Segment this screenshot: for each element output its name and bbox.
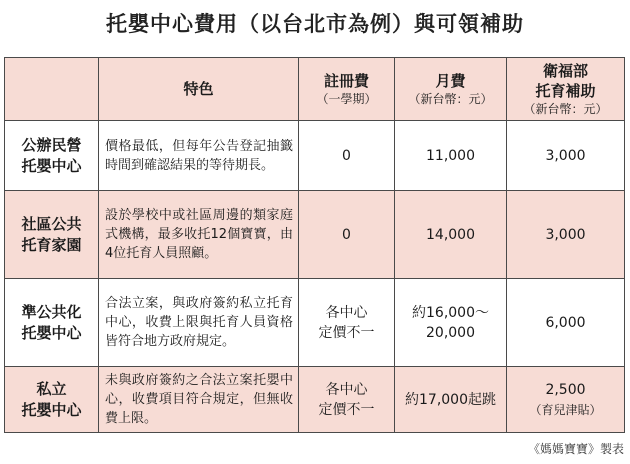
table-row xyxy=(5,367,625,433)
row-registration: 0 xyxy=(299,121,395,191)
header-empty-cell xyxy=(5,58,99,121)
row-subsidy: 3,000 xyxy=(507,121,625,191)
header-subsidy-line2: 托育補助 xyxy=(535,82,596,100)
row-registration xyxy=(299,279,395,367)
row-name-line2: 托嬰中心 xyxy=(21,323,82,342)
header-monthly xyxy=(395,58,507,121)
row-feature: 價格最低，但每年公告登記抽籤時間到確認結果的等待期長。 xyxy=(99,121,299,191)
row-name xyxy=(5,279,99,367)
row-registration: 0 xyxy=(299,191,395,279)
table-header-row xyxy=(5,58,625,121)
row-name-line2: 托育家園 xyxy=(21,235,82,254)
row-name-line1: 社區公共 xyxy=(21,214,82,233)
header-registration-label: 註冊費 xyxy=(323,72,369,90)
row-registration-line2: 定價不一 xyxy=(318,324,375,341)
row-name xyxy=(5,367,99,433)
table-row xyxy=(5,191,625,279)
row-subsidy xyxy=(507,367,625,433)
row-monthly: 約17,000起跳 xyxy=(395,367,507,433)
row-monthly-line2: 20,000 xyxy=(426,324,475,341)
fee-table xyxy=(4,57,625,433)
row-feature: 未與政府簽約之合法立案托嬰中心，收費項目符合規定，但無收費上限。 xyxy=(99,367,299,433)
row-registration-line1: 各中心 xyxy=(325,381,368,398)
row-name-line1: 準公共化 xyxy=(21,302,82,321)
row-name xyxy=(5,121,99,191)
header-feature-label: 特色 xyxy=(183,80,214,98)
header-registration xyxy=(299,58,395,121)
row-name-line2: 托嬰中心 xyxy=(21,156,82,175)
header-monthly-sub: （新台幣：元） xyxy=(408,92,493,106)
header-registration-sub: （一學期） xyxy=(316,92,377,106)
row-registration xyxy=(299,367,395,433)
row-name-line1: 公辦民營 xyxy=(21,135,82,154)
header-monthly-label: 月費 xyxy=(435,72,466,90)
row-monthly: 11,000 xyxy=(395,121,507,191)
row-monthly: 14,000 xyxy=(395,191,507,279)
row-monthly xyxy=(395,279,507,367)
header-subsidy-line1: 衛福部 xyxy=(542,62,588,80)
row-subsidy-note: （育兒津貼） xyxy=(529,402,602,417)
row-feature: 合法立案，與政府簽約私立托育中心，收費上限與托育人員資格皆符合地方政府規定。 xyxy=(99,279,299,367)
page-title: 托嬰中心費用（以台北市為例）與可領補助 xyxy=(106,12,524,36)
source-credit: 《媽媽寶寶》製表 xyxy=(527,442,624,456)
row-subsidy: 6,000 xyxy=(507,279,625,367)
header-feature xyxy=(99,58,299,121)
row-feature: 設於學校中或社區周邊的類家庭式機構，最多收托12個寶寶，由4位托育人員照顧。 xyxy=(99,191,299,279)
header-subsidy xyxy=(507,58,625,121)
row-registration-line2: 定價不一 xyxy=(318,401,375,418)
row-subsidy-value: 2,500 xyxy=(545,381,586,398)
row-monthly-line1: 約16,000～ xyxy=(412,304,489,321)
header-subsidy-sub: （新台幣：元） xyxy=(523,102,608,116)
row-subsidy: 3,000 xyxy=(507,191,625,279)
table-row xyxy=(5,121,625,191)
row-name-line1: 私立 xyxy=(36,379,67,398)
row-registration-line1: 各中心 xyxy=(325,304,368,321)
row-name xyxy=(5,191,99,279)
row-name-line2: 托嬰中心 xyxy=(21,400,82,419)
table-row xyxy=(5,279,625,367)
